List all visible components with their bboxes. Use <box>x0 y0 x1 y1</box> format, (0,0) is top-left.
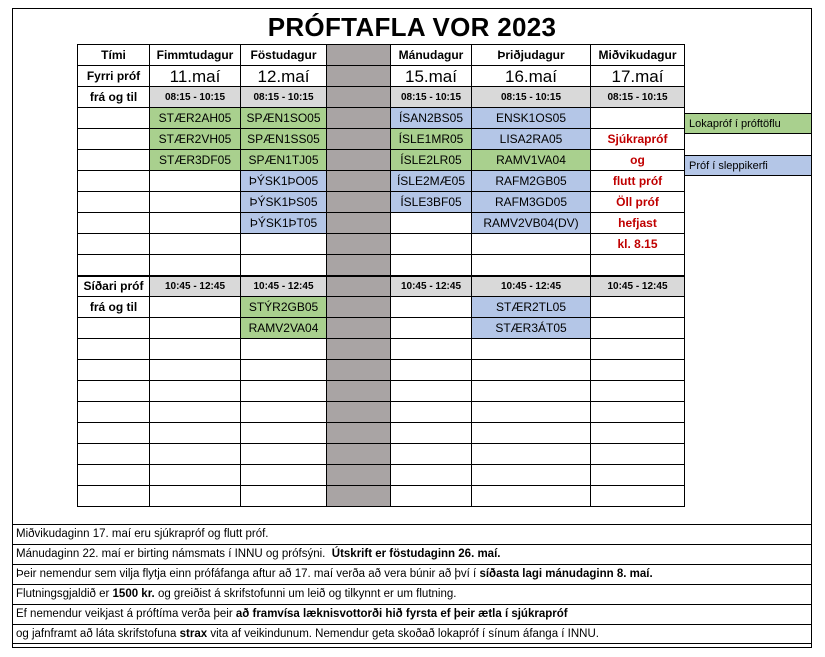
sick-exam-note: flutt próf <box>591 171 685 192</box>
afternoon-exam-row <box>78 297 685 318</box>
label-fra-og-til: frá og til <box>78 87 150 108</box>
exam-cell: STÆR3DF05 <box>150 150 241 171</box>
exam-cell <box>391 444 472 465</box>
spacer-column <box>327 402 391 423</box>
exam-cell <box>241 360 327 381</box>
exam-cell: LISA2RA05 <box>472 129 591 150</box>
empty-cell <box>591 255 685 276</box>
exam-cell: ÍSLE3BF05 <box>391 192 472 213</box>
exam-cell: RAFM3GD05 <box>472 192 591 213</box>
exam-cell <box>591 318 685 339</box>
spacer-column <box>327 318 391 339</box>
exam-cell: ÍSLE1MR05 <box>391 129 472 150</box>
spacer-column <box>327 276 391 297</box>
sick-exam-note: Sjúkrapróf <box>591 129 685 150</box>
exam-cell <box>241 444 327 465</box>
exam-cell: STÆR3ÁT05 <box>472 318 591 339</box>
exam-cell <box>391 423 472 444</box>
time-slot: 10:45 - 12:45 <box>391 276 472 297</box>
note-line-3: Þeir nemendur sem vilja flytja einn prófáfanga aftur að 17. maí verða að vera búnir að því í síðasta lagi mánudaginn 8. maí. <box>12 564 812 584</box>
exam-cell <box>241 234 327 255</box>
exam-cell <box>150 192 241 213</box>
exam-cell: ÍSAN2BS05 <box>391 108 472 129</box>
note-line-4: Flutningsgjaldið er 1500 kr. og greiðist á skrifstofunni um leið og tilkynnt er um flutning. <box>12 584 812 604</box>
time-slot: 08:15 - 10:15 <box>591 87 685 108</box>
label-sidari-prof: Síðari próf <box>78 276 150 297</box>
spacer-column <box>327 255 391 276</box>
day-header: Þriðjudagur <box>472 45 591 66</box>
page-title: PRÓFTAFLA VOR 2023 <box>267 12 557 42</box>
exam-cell <box>391 339 472 360</box>
afternoon-exam-row <box>78 339 685 360</box>
exam-cell <box>150 465 241 486</box>
row-label-empty <box>78 108 150 129</box>
note-line-2: Mánudaginn 22. maí er birting námsmats í INNU og prófsýni. Útskrift er föstudaginn 26. maí. <box>12 544 812 564</box>
exam-cell <box>472 486 591 507</box>
exam-cell <box>150 486 241 507</box>
sick-exam-note: hefjast <box>591 213 685 234</box>
row-label-empty <box>78 444 150 465</box>
exam-cell <box>241 423 327 444</box>
sick-exam-note: og <box>591 150 685 171</box>
spacer-column <box>327 171 391 192</box>
row-label-empty <box>78 318 150 339</box>
row-label-empty <box>78 213 150 234</box>
afternoon-exam-row <box>78 402 685 423</box>
date-header: 16.maí <box>472 66 591 87</box>
exam-cell <box>150 297 241 318</box>
exam-cell <box>391 297 472 318</box>
spacer-column <box>327 297 391 318</box>
exam-cell <box>241 381 327 402</box>
spacer-column <box>327 87 391 108</box>
time-slot: 10:45 - 12:45 <box>591 276 685 297</box>
exam-cell <box>391 213 472 234</box>
exam-cell <box>591 423 685 444</box>
time-slot: 08:15 - 10:15 <box>391 87 472 108</box>
exam-cell: RAFM2GB05 <box>472 171 591 192</box>
exam-cell <box>591 402 685 423</box>
morning-exam-row <box>78 234 685 255</box>
exam-cell <box>391 402 472 423</box>
day-header: Miðvikudagur <box>591 45 685 66</box>
header-dates-row <box>78 66 685 87</box>
exam-cell: STÆR2VH05 <box>150 129 241 150</box>
afternoon-exam-row <box>78 465 685 486</box>
exam-cell: STÆR2TL05 <box>472 297 591 318</box>
spacer-column <box>327 486 391 507</box>
morning-exam-row <box>78 171 685 192</box>
exam-cell <box>150 444 241 465</box>
time-slot: 10:45 - 12:45 <box>472 276 591 297</box>
spacer-column <box>327 129 391 150</box>
row-label-empty <box>78 129 150 150</box>
empty-cell <box>391 255 472 276</box>
exam-cell <box>241 402 327 423</box>
day-header: Föstudagur <box>241 45 327 66</box>
note-line-1: Miðvikudaginn 17. maí eru sjúkrapróf og flutt próf. <box>12 524 812 544</box>
sick-exam-note <box>591 108 685 129</box>
morning-exam-row <box>78 213 685 234</box>
empty-cell <box>472 255 591 276</box>
empty-cell <box>150 255 241 276</box>
exam-cell: RAMV1VA04 <box>472 150 591 171</box>
row-label-empty <box>78 339 150 360</box>
exam-cell: SPÆN1SS05 <box>241 129 327 150</box>
exam-cell <box>472 444 591 465</box>
morning-exam-row <box>78 108 685 129</box>
label-fyrri-prof: Fyrri próf <box>78 66 150 87</box>
row-label-empty <box>78 192 150 213</box>
exam-cell <box>391 381 472 402</box>
time-slot: 10:45 - 12:45 <box>150 276 241 297</box>
exam-cell <box>150 213 241 234</box>
notes-section <box>12 524 812 644</box>
exam-cell <box>591 486 685 507</box>
exam-cell: ÞÝSK1ÞO05 <box>241 171 327 192</box>
spacer-column <box>327 150 391 171</box>
spacer-column <box>327 66 391 87</box>
exam-cell: ÍSLE2LR05 <box>391 150 472 171</box>
empty-cell <box>241 255 327 276</box>
exam-cell <box>591 297 685 318</box>
afternoon-exam-row <box>78 486 685 507</box>
row-label-empty <box>78 171 150 192</box>
row-label-empty <box>78 255 150 276</box>
spacer-column <box>327 45 391 66</box>
exam-cell <box>391 234 472 255</box>
morning-exam-row <box>78 129 685 150</box>
sick-exam-note: kl. 8.15 <box>591 234 685 255</box>
sick-exam-note: Öll próf <box>591 192 685 213</box>
row-label-empty <box>78 423 150 444</box>
exam-schedule-table <box>77 44 685 507</box>
exam-cell: STÝR2GB05 <box>241 297 327 318</box>
exam-cell: SPÆN1TJ05 <box>241 150 327 171</box>
label-fra-og-til: frá og til <box>78 297 150 318</box>
exam-cell <box>150 423 241 444</box>
exam-cell <box>241 486 327 507</box>
afternoon-exam-row <box>78 381 685 402</box>
row-label-empty <box>78 465 150 486</box>
legend-blue: Próf í sleppikerfi <box>684 155 812 176</box>
note-line-6: og jafnframt að láta skrifstofuna strax vita af veikindunum. Nemendur geta skoðað lokapróf í sínum áfanga í INNU. <box>12 624 812 644</box>
exam-cell: RAMV2VB04(DV) <box>472 213 591 234</box>
spacer-column <box>327 234 391 255</box>
exam-cell <box>150 234 241 255</box>
afternoon-exam-row <box>78 360 685 381</box>
exam-cell <box>241 465 327 486</box>
exam-cell <box>150 381 241 402</box>
time-slot: 08:15 - 10:15 <box>241 87 327 108</box>
row-label-empty <box>78 360 150 381</box>
time-slot: 08:15 - 10:15 <box>150 87 241 108</box>
exam-cell: ÞÝSK1ÞS05 <box>241 192 327 213</box>
header-days-row <box>78 45 685 66</box>
row-label-empty <box>78 381 150 402</box>
exam-cell <box>591 339 685 360</box>
legend-green: Lokapróf í próftöflu <box>684 113 812 134</box>
exam-cell <box>150 402 241 423</box>
exam-cell: ENSK1OS05 <box>472 108 591 129</box>
exam-cell <box>391 360 472 381</box>
morning-exam-row <box>78 192 685 213</box>
time-slot: 08:15 - 10:15 <box>472 87 591 108</box>
exam-cell <box>472 360 591 381</box>
afternoon-exam-row <box>78 444 685 465</box>
row-label-empty <box>78 234 150 255</box>
spacer-column <box>327 444 391 465</box>
exam-cell <box>150 360 241 381</box>
exam-cell <box>391 486 472 507</box>
exam-cell <box>150 318 241 339</box>
row-label-empty <box>78 150 150 171</box>
spacer-column <box>327 381 391 402</box>
spacer-column <box>327 465 391 486</box>
exam-cell <box>472 381 591 402</box>
exam-cell: RAMV2VA04 <box>241 318 327 339</box>
exam-cell <box>472 465 591 486</box>
exam-cell <box>150 171 241 192</box>
date-header: 15.maí <box>391 66 472 87</box>
exam-cell <box>591 381 685 402</box>
header-times-row <box>78 87 685 108</box>
exam-cell: SPÆN1SO05 <box>241 108 327 129</box>
spacer-column <box>327 360 391 381</box>
gap-row <box>78 255 685 276</box>
exam-cell <box>472 339 591 360</box>
exam-cell <box>241 339 327 360</box>
afternoon-exam-row <box>78 423 685 444</box>
spacer-column <box>327 192 391 213</box>
date-header: 11.maí <box>150 66 241 87</box>
exam-cell <box>150 339 241 360</box>
exam-cell: STÆR2AH05 <box>150 108 241 129</box>
row-label-empty <box>78 402 150 423</box>
day-header: Mánudagur <box>391 45 472 66</box>
exam-cell <box>391 318 472 339</box>
exam-cell <box>472 423 591 444</box>
spacer-column <box>327 423 391 444</box>
day-header: Fimmtudagur <box>150 45 241 66</box>
label-timi: Tími <box>78 45 150 66</box>
afternoon-times-row <box>78 276 685 297</box>
exam-cell: ÞÝSK1ÞT05 <box>241 213 327 234</box>
exam-cell <box>472 234 591 255</box>
exam-cell <box>472 402 591 423</box>
exam-cell <box>391 465 472 486</box>
morning-exam-row <box>78 150 685 171</box>
time-slot: 10:45 - 12:45 <box>241 276 327 297</box>
date-header: 12.maí <box>241 66 327 87</box>
spacer-column <box>327 108 391 129</box>
exam-cell: ÍSLE2MÆ05 <box>391 171 472 192</box>
date-header: 17.maí <box>591 66 685 87</box>
exam-cell <box>591 360 685 381</box>
spacer-column <box>327 213 391 234</box>
note-line-5: Ef nemendur veikjast á próftíma verða þeir að framvísa læknisvottorði hið fyrsta ef þeir ætla í sjúkrapróf <box>12 604 812 624</box>
row-label-empty <box>78 486 150 507</box>
exam-cell <box>591 444 685 465</box>
afternoon-exam-row <box>78 318 685 339</box>
exam-cell <box>591 465 685 486</box>
spacer-column <box>327 339 391 360</box>
